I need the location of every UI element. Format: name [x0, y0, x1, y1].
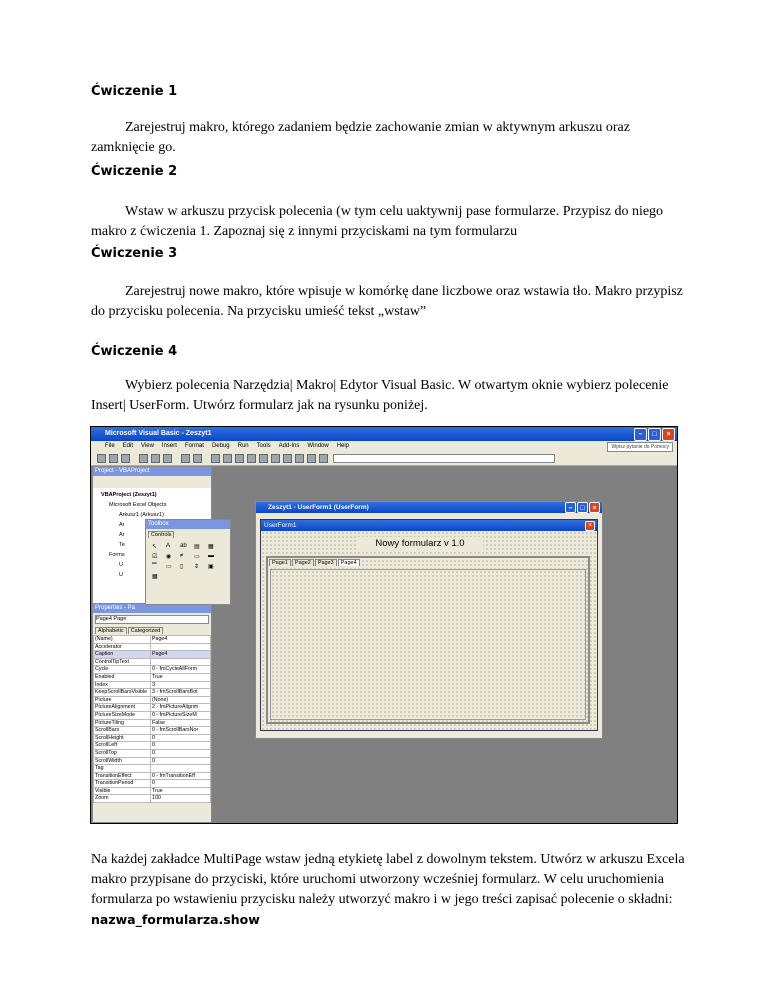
property-name: ScrollHeight [94, 734, 151, 742]
property-value[interactable]: 0 [151, 749, 211, 757]
tree-arkusz3[interactable]: Ar [119, 532, 125, 538]
properties-window: Properties - Pa Page4 Page Alphabetic Categorized (Name) Page4 Accelerator Caption Page4 ControlTipText Cycle 0 - fmCycleAllForm Enabled True Index 3 KeepScrollBarsVisible 3 - fmScrollBarsBot Picture (None) PictureAlignment 2 - fmPictureAlignm PictureSizeMode 0 - fmPictureSizeM PictureTiling False ScrollBars 0 - fmScrollBarsNor ScrollHeight 0 ScrollLeft 0 ScrollTop 0 ScrollWidth 0 Tag TransitionEffect 0 - fmTransitionEff TransitionPeriod 0 Visible True Zoom 100 [92, 603, 212, 823]
refedit-tool-icon[interactable]: ▦ [152, 574, 158, 580]
property-row[interactable] [94, 666, 211, 674]
property-name: ScrollWidth [94, 757, 151, 765]
toolbox-tab-controls[interactable]: Controls [148, 531, 174, 538]
combobox-tool-icon[interactable]: ▤ [194, 544, 200, 550]
toolbox-controls [146, 540, 230, 583]
close-icon[interactable]: × [662, 428, 675, 441]
exercise-4-heading: Ćwiczenie 4 [91, 344, 178, 359]
menu-run[interactable]: Run [237, 443, 249, 449]
property-row[interactable] [94, 704, 211, 712]
property-row[interactable] [94, 757, 211, 765]
menu-insert[interactable]: Insert [161, 443, 177, 449]
object-selector[interactable]: Page4 Page [95, 615, 209, 624]
property-value[interactable]: 0 [151, 757, 211, 765]
property-name: PictureSizeMode [94, 711, 151, 719]
frame-tool-icon[interactable]: ▭ [194, 554, 200, 560]
menu-edit[interactable]: Edit [122, 443, 134, 449]
designer-close-icon[interactable]: × [589, 502, 600, 513]
property-row[interactable] [94, 727, 211, 735]
menu-view[interactable]: View [141, 443, 154, 449]
property-name: Index [94, 681, 151, 689]
option-tool-icon[interactable]: ◉ [166, 554, 172, 560]
property-name: Picture [94, 696, 151, 704]
code-snippet: nazwa_formularza.show [91, 912, 260, 927]
toggle-tool-icon[interactable]: ≠ [180, 553, 184, 559]
tab-categorized[interactable]: Categorized [128, 627, 164, 634]
checkbox-tool-icon[interactable]: ☑ [152, 554, 158, 560]
form-title: UserForm1 [264, 522, 297, 529]
property-row[interactable] [94, 795, 211, 803]
property-name: ScrollBars [94, 727, 151, 735]
textbox-tool-icon[interactable]: ab [180, 543, 187, 549]
tree-thisworkbook[interactable]: Te [119, 542, 125, 548]
property-name: ScrollTop [94, 749, 151, 757]
closing-paragraph: Na każdej zakładce MultiPage wstaw jedną etykietę label z dowolnym tekstem. Utwórz w arkuszu Excela makro przypisane do przyciski, które uruchomi utworzony wcześniej formularz. W celu uruchomienia formularza po wstawieniu przycisku należy utworzyć makro i w jego treści zapisać polecenie o składni: nazwa_formularza.show [91, 852, 685, 927]
property-row[interactable] [94, 742, 211, 750]
form-caption-label[interactable]: Nowy formularz v 1.0 [357, 537, 483, 551]
property-name: Zoom [94, 795, 151, 803]
property-name: ControlTipText [94, 658, 151, 666]
tree-vbaproject[interactable]: VBAProject (Zeszyt1) [101, 492, 157, 498]
listbox-tool-icon[interactable]: ▦ [208, 544, 214, 550]
multipage-control[interactable] [266, 556, 590, 724]
multipage-tool-icon[interactable]: ▭ [166, 564, 172, 570]
menu-format[interactable]: Format [184, 443, 204, 449]
image-tool-icon[interactable]: ▣ [208, 564, 214, 570]
toolbox-window[interactable]: Toolbox Controls ↖ A ab ▤ ▦ ☑ ◉ ≠ ▭ ▬ ▔ ▭ ▯ ⇕ ▣ ▦ [145, 519, 231, 605]
property-name: ScrollLeft [94, 742, 151, 750]
properties-table [93, 635, 211, 803]
property-value[interactable]: 0 [151, 734, 211, 742]
property-row[interactable] [94, 658, 211, 666]
project-explorer: Project - VBAProject VBAProject (Zeszyt1) Microsoft Excel Objects Arkusz1 (Arkusz1) Ar Ar Te Forms U U [92, 466, 212, 603]
property-name: PictureTiling [94, 719, 151, 727]
tree-forms[interactable]: Forms [109, 552, 125, 558]
property-row[interactable] [94, 765, 211, 773]
tree-arkusz2[interactable]: Ar [119, 522, 125, 528]
property-value[interactable]: 0 [151, 742, 211, 750]
property-name: Tag [94, 765, 151, 773]
property-row[interactable] [94, 651, 211, 659]
property-row[interactable] [94, 636, 211, 644]
page-tab-3[interactable]: Page3 [315, 559, 337, 566]
property-value[interactable]: False [151, 719, 211, 727]
tree-arkusz1[interactable]: Arkusz1 (Arkusz1) [119, 512, 164, 518]
minimize-icon[interactable]: – [634, 428, 647, 441]
property-row[interactable] [94, 681, 211, 689]
menu-tools[interactable]: Tools [256, 443, 271, 449]
property-value[interactable] [151, 643, 211, 651]
property-value[interactable]: Page4 [151, 636, 211, 644]
property-name: KeepScrollBarsVisible [94, 689, 151, 697]
property-row[interactable] [94, 643, 211, 651]
vba-title-bar: Microsoft Visual Basic - Zeszyt1 – □ × [91, 427, 677, 441]
property-name: (Name) [94, 636, 151, 644]
property-value[interactable]: 3 - fmScrollBarsBot [151, 689, 211, 697]
property-name: Cycle [94, 666, 151, 674]
button-tool-icon[interactable]: ▬ [208, 553, 214, 559]
toolbar [91, 452, 677, 466]
property-row[interactable] [94, 673, 211, 681]
exercise-2-text: Wstaw w arkuszu przycisk polecenia (w tym celu uaktywnij pase formularze. Przypisz do niego makro z ćwiczenia 1. Zapoznaj się z innymi przyciskami na tym formularzu [91, 204, 664, 239]
form-close-icon[interactable]: × [585, 521, 595, 531]
property-value[interactable] [151, 658, 211, 666]
property-row[interactable] [94, 772, 211, 780]
menu-help[interactable]: Help [336, 443, 350, 449]
property-value[interactable]: 0 - fmTransitionEff [151, 772, 211, 780]
property-row[interactable] [94, 734, 211, 742]
page-tab-4[interactable]: Page4 [338, 559, 360, 566]
menu-window[interactable]: Window [307, 443, 329, 449]
page-tab-2[interactable]: Page2 [292, 559, 314, 566]
menu-addins[interactable]: Add-Ins [278, 443, 300, 449]
property-value[interactable] [151, 765, 211, 773]
tab-alphabetic[interactable]: Alphabetic [95, 627, 127, 634]
property-row[interactable] [94, 711, 211, 719]
exercise-1-heading: Ćwiczenie 1 [91, 84, 178, 99]
property-value[interactable]: (None) [151, 696, 211, 704]
spin-tool-icon[interactable]: ⇕ [194, 564, 200, 570]
vba-editor-screenshot [90, 426, 678, 824]
property-value[interactable]: True [151, 673, 211, 681]
pointer-icon[interactable]: ↖ [152, 544, 158, 550]
property-name: Visible [94, 787, 151, 795]
property-row[interactable] [94, 719, 211, 727]
property-name: PictureAlignment [94, 704, 151, 712]
property-name: TransitionEffect [94, 772, 151, 780]
tree-excel-objects[interactable]: Microsoft Excel Objects [109, 502, 167, 508]
property-value[interactable]: 0 - fmScrollBarsNor [151, 727, 211, 735]
menu-file[interactable]: File [105, 443, 115, 449]
userform-designer [255, 501, 603, 739]
tree-userform-b[interactable]: U [119, 572, 123, 578]
scrollbar-tool-icon[interactable]: ▯ [180, 564, 184, 570]
property-value[interactable]: 0 - fmCycleAllForm [151, 666, 211, 674]
property-value[interactable]: 2 - fmPictureAlignm [151, 704, 211, 712]
exercise-3-heading: Ćwiczenie 3 [91, 246, 178, 261]
property-name: Accelerator [94, 643, 151, 651]
tree-userform-a[interactable]: U [119, 562, 123, 568]
help-search-box[interactable]: Wpisz pytanie do Pomocy [607, 442, 673, 452]
property-row[interactable] [94, 696, 211, 704]
property-value[interactable]: 0 [151, 780, 211, 788]
property-value[interactable]: 0 - fmPictureSizeM [151, 711, 211, 719]
maximize-icon[interactable]: □ [648, 428, 661, 441]
property-value[interactable]: 100 [151, 795, 211, 803]
page-tab-1[interactable]: Page1 [269, 559, 291, 566]
property-name: TransitionPeriod [94, 780, 151, 788]
exercise-3-text: Zarejestruj nowe makro, które wpisuje w komórkę dane liczbowe oraz wstawia tło. Makro przypisz do przycisku polecenia. Na przycisku umieść tekst „wstaw” [91, 284, 683, 319]
property-value[interactable]: 3 [151, 681, 211, 689]
designer-maximize-icon[interactable]: □ [577, 502, 588, 513]
property-row[interactable] [94, 749, 211, 757]
exercise-4-text: Wybierz polecenia Narzędzia| Makro| Edytor Visual Basic. W otwartym oknie wybierz polecenie Insert| UserForm. Utwórz formularz jak na rysunku poniżej. [91, 378, 669, 413]
property-value[interactable]: True [151, 787, 211, 795]
property-row[interactable] [94, 689, 211, 697]
tabstrip-tool-icon[interactable]: ▔ [152, 564, 157, 570]
label-tool-icon[interactable]: A [166, 543, 171, 549]
property-name: Caption [94, 651, 151, 659]
property-name: Enabled [94, 673, 151, 681]
userform1[interactable] [260, 519, 598, 731]
property-row[interactable] [94, 787, 211, 795]
exercise-2-heading: Ćwiczenie 2 [91, 164, 178, 179]
property-value[interactable]: Page4 [151, 651, 211, 659]
designer-title: Zeszyt1 - UserForm1 (UserForm) – □ × [256, 502, 602, 513]
property-row[interactable] [94, 780, 211, 788]
menu-bar [91, 441, 677, 452]
exercise-1-text: Zarejestruj makro, którego zadaniem będzie zachowanie zmian w aktywnym arkuszu oraz zamknięcie go. [91, 120, 630, 155]
designer-minimize-icon[interactable]: – [565, 502, 576, 513]
menu-debug[interactable]: Debug [211, 443, 230, 449]
